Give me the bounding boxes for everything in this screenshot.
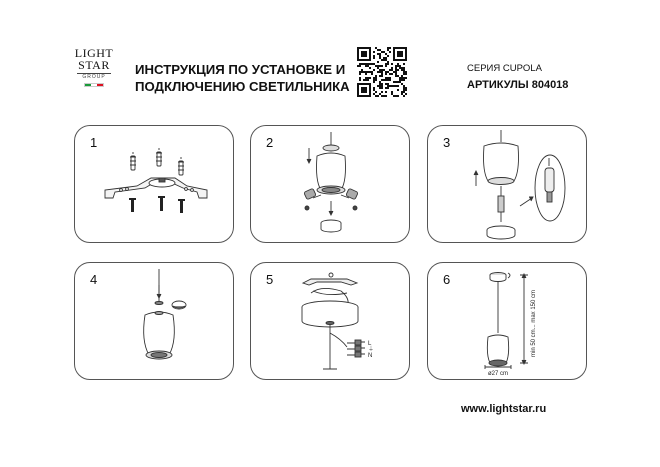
bulb-install-icon (428, 126, 587, 243)
qr-modules (357, 47, 407, 97)
brand-logo (73, 47, 115, 99)
step-3-panel (427, 125, 587, 243)
shade-assembly-icon (251, 126, 410, 243)
logo-line-1: LIGHT (74, 46, 114, 60)
step-5-number: 5 (266, 272, 274, 287)
step-3-number: 3 (443, 135, 451, 150)
step-6-panel (427, 262, 587, 380)
italian-flag-icon (84, 83, 104, 87)
wire-label-live: L (368, 341, 372, 347)
step-5-panel (250, 262, 410, 380)
series-label: СЕРИЯ CUPOLA (467, 63, 542, 74)
logo-line-2: STAR (78, 58, 110, 72)
step-2-number: 2 (266, 135, 274, 150)
wiring-icon (251, 263, 410, 380)
height-range-label: min 50 cm... max 150 cm (531, 289, 537, 357)
step-2-panel (250, 125, 410, 243)
title-line-2: ПОДКЛЮЧЕНИЮ СВЕТИЛЬНИКА (135, 79, 350, 94)
step-6-number: 6 (443, 272, 451, 287)
step-1-number: 1 (90, 135, 98, 150)
document-title (135, 61, 350, 95)
wire-label-neutral: N (368, 353, 373, 359)
article-number: АРТИКУЛЫ 804018 (467, 79, 569, 91)
diameter-label: ø27 cm (488, 371, 509, 377)
shade-mount-icon (75, 263, 234, 380)
wire-label-ground: ⏚ (368, 347, 375, 353)
logo-line-3: GROUP (82, 74, 106, 80)
title-line-1: ИНСТРУКЦИЯ ПО УСТАНОВКЕ И (135, 62, 346, 77)
bracket-mounting-icon (75, 126, 234, 243)
dimensions-icon (428, 263, 587, 380)
step-4-panel (74, 262, 234, 380)
step-4-number: 4 (90, 272, 98, 287)
qr-code-icon (357, 47, 407, 97)
website-link[interactable]: www.lightstar.ru (461, 403, 547, 415)
step-1-panel (74, 125, 234, 243)
